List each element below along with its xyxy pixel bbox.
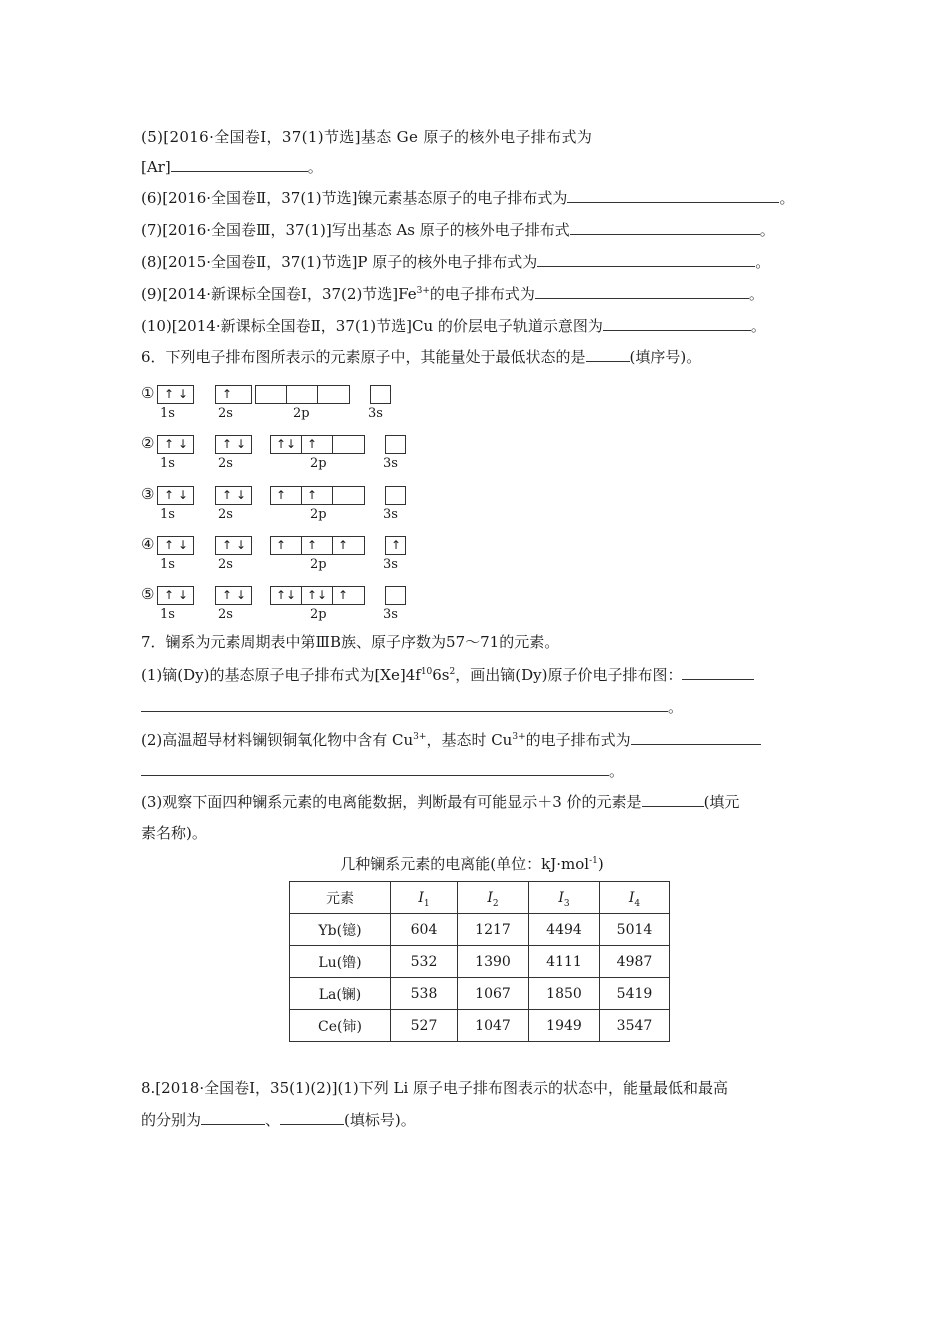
orbital-cell bbox=[386, 537, 405, 554]
orbital-box-3s bbox=[385, 586, 406, 605]
orbital-label: 1s bbox=[160, 607, 175, 622]
q7-part1-line2: 。 bbox=[141, 696, 683, 718]
orbital-cell bbox=[386, 587, 405, 604]
table-cell: 1067 bbox=[458, 978, 529, 1010]
orbital-cell bbox=[271, 537, 302, 554]
electron-arrow: ↑ bbox=[222, 488, 233, 502]
table-cell: Ce(铈) bbox=[290, 1010, 391, 1042]
orbital-diagram bbox=[141, 584, 441, 626]
q6-stem: 6．下列电子排布图所表示的元素原子中，其能量处于最低状态的是 (填序号)。 bbox=[141, 348, 702, 366]
orbital-box-3s bbox=[385, 486, 406, 505]
electron-arrow: ↑ bbox=[164, 387, 175, 401]
orbital-label: 2s bbox=[218, 406, 233, 421]
orbital-label: 2s bbox=[218, 507, 233, 522]
table-cell: 1217 bbox=[458, 914, 529, 946]
table-header-row bbox=[290, 882, 670, 914]
orbital-cell bbox=[256, 386, 287, 403]
q7-part3-line2: 素名称)。 bbox=[141, 824, 207, 842]
orbital-cell bbox=[333, 436, 364, 453]
electron-arrow: ↑ bbox=[164, 538, 175, 552]
ionization-energy-table bbox=[289, 881, 670, 1042]
table-cell: La(镧) bbox=[290, 978, 391, 1010]
electron-arrow: ↑ bbox=[276, 488, 287, 502]
orbital-label: 2p bbox=[310, 507, 327, 522]
answer-blank[interactable] bbox=[537, 252, 755, 267]
orbital-diagram bbox=[141, 484, 441, 526]
electron-arrow: ↑↓ bbox=[307, 588, 328, 602]
table-cell: 3547 bbox=[600, 1010, 670, 1042]
electron-arrow: ↑ bbox=[307, 437, 318, 451]
orbital-label: 2p bbox=[310, 557, 327, 572]
orbital-box-3s bbox=[385, 435, 406, 454]
electron-arrow: ↑ bbox=[164, 588, 175, 602]
orbital-box-1s bbox=[157, 435, 194, 454]
table-row bbox=[290, 946, 670, 978]
diagram-number: ④ bbox=[141, 535, 155, 553]
header-cell: $I_1$ bbox=[391, 882, 458, 914]
answer-blank[interactable] bbox=[280, 1110, 344, 1125]
electron-arrow: ↓ bbox=[236, 488, 247, 502]
electron-arrow: ↑ bbox=[276, 538, 287, 552]
answer-blank[interactable] bbox=[603, 316, 751, 331]
electron-arrow: ↑ bbox=[164, 437, 175, 451]
table-cell: Yb(镱) bbox=[290, 914, 391, 946]
electron-arrow: ↓ bbox=[178, 437, 189, 451]
table-cell: Lu(镥) bbox=[290, 946, 391, 978]
orbital-label: 1s bbox=[160, 456, 175, 471]
electron-arrow: ↑ bbox=[222, 387, 233, 401]
orbital-box-2s bbox=[215, 536, 252, 555]
orbital-cell bbox=[271, 436, 302, 453]
header-cell: $I_2$ bbox=[458, 882, 529, 914]
header-cell: 元素 bbox=[290, 882, 391, 914]
q8-stem: 8.[2018·全国卷Ⅰ，35(1)(2)](1)下列 Li 原子电子排布图表示的状态中，能量最低和最高 bbox=[141, 1079, 729, 1097]
diagram-number: ② bbox=[141, 434, 155, 452]
orbital-cell bbox=[333, 537, 364, 554]
orbital-box-2s bbox=[215, 385, 252, 404]
orbital-cell bbox=[318, 386, 349, 403]
electron-arrow: ↑↓ bbox=[276, 588, 297, 602]
table-cell: 1047 bbox=[458, 1010, 529, 1042]
orbital-cell bbox=[158, 436, 193, 453]
table-cell: 4494 bbox=[529, 914, 600, 946]
orbital-cell bbox=[333, 487, 364, 504]
electron-arrow: ↑ bbox=[222, 588, 233, 602]
orbital-label: 3s bbox=[383, 507, 398, 522]
orbital-cell bbox=[302, 436, 333, 453]
orbital-label: 2s bbox=[218, 607, 233, 622]
diagram-number: ③ bbox=[141, 485, 155, 503]
answer-blank[interactable] bbox=[570, 220, 760, 235]
electron-arrow: ↑ bbox=[307, 538, 318, 552]
orbital-box-2s bbox=[215, 586, 252, 605]
orbital-cell bbox=[216, 436, 251, 453]
orbital-label: 2p bbox=[310, 456, 327, 471]
electron-arrow: ↓ bbox=[236, 588, 247, 602]
electron-arrow: ↑ bbox=[391, 538, 402, 552]
orbital-diagram bbox=[141, 433, 441, 475]
orbital-label: 3s bbox=[383, 607, 398, 622]
table-row bbox=[290, 978, 670, 1010]
answer-blank[interactable] bbox=[535, 284, 749, 299]
table-cell: 527 bbox=[391, 1010, 458, 1042]
orbital-box-3s bbox=[370, 385, 391, 404]
orbital-cell bbox=[302, 587, 333, 604]
table-cell: 1850 bbox=[529, 978, 600, 1010]
answer-blank[interactable] bbox=[141, 761, 609, 776]
orbital-cell bbox=[216, 487, 251, 504]
q5-item-8: (8)[2015·全国卷Ⅱ，37(1)节选]P 原子的核外电子排布式为 。 bbox=[141, 253, 771, 271]
orbital-cell bbox=[333, 587, 364, 604]
q5-item-6: (6)[2016·全国卷Ⅱ，37(1)节选]镍元素基态原子的电子排布式为 。 bbox=[141, 189, 795, 207]
orbital-cell bbox=[302, 537, 333, 554]
orbital-box-1s bbox=[157, 586, 194, 605]
table-cell: 4111 bbox=[529, 946, 600, 978]
electron-arrow: ↓ bbox=[178, 488, 189, 502]
electron-arrow: ↑ bbox=[307, 488, 318, 502]
orbital-cell bbox=[371, 386, 390, 403]
answer-blank[interactable] bbox=[586, 347, 630, 362]
orbital-cell bbox=[158, 537, 193, 554]
orbital-label: 1s bbox=[160, 507, 175, 522]
diagram-number: ① bbox=[141, 384, 155, 402]
table-cell: 5014 bbox=[600, 914, 670, 946]
table-row bbox=[290, 914, 670, 946]
table-cell: 1949 bbox=[529, 1010, 600, 1042]
q5-item-9: (9)[2014·新课标全国卷Ⅰ，37(2)节选]$Fe^{3+}$的电子排布式为 。 bbox=[141, 285, 764, 303]
orbital-label: 1s bbox=[160, 557, 175, 572]
orbital-diagram bbox=[141, 383, 441, 425]
table-cell: 538 bbox=[391, 978, 458, 1010]
orbital-label: 2p bbox=[310, 607, 327, 622]
orbital-box-2s bbox=[215, 486, 252, 505]
orbital-box-2p bbox=[270, 486, 365, 505]
answer-blank[interactable] bbox=[201, 1110, 265, 1125]
orbital-cell bbox=[216, 386, 251, 403]
orbital-box-1s bbox=[157, 486, 194, 505]
electron-arrow: ↑↓ bbox=[276, 437, 297, 451]
table-cell: 604 bbox=[391, 914, 458, 946]
table-cell: 532 bbox=[391, 946, 458, 978]
q7-part2-line2: 。 bbox=[141, 760, 624, 782]
answer-blank[interactable] bbox=[141, 697, 668, 712]
orbital-label: 3s bbox=[383, 557, 398, 572]
answer-blank[interactable] bbox=[642, 792, 704, 807]
electron-arrow: ↑ bbox=[338, 588, 349, 602]
orbital-label: 3s bbox=[383, 456, 398, 471]
electron-arrow: ↓ bbox=[236, 437, 247, 451]
table-cell: 5419 bbox=[600, 978, 670, 1010]
q5-item-5: (5)[2016·全国卷Ⅰ，37(1)节选]基态 Ge 原子的核外电子排布式为 bbox=[141, 128, 593, 146]
orbital-box-1s bbox=[157, 385, 194, 404]
electron-arrow: ↑ bbox=[222, 538, 233, 552]
orbital-cell bbox=[216, 587, 251, 604]
q7-part3: (3)观察下面四种镧系元素的电离能数据，判断最有可能显示＋3 价的元素是 (填元 bbox=[141, 793, 740, 811]
orbital-cell bbox=[386, 436, 405, 453]
orbital-cell bbox=[271, 587, 302, 604]
orbital-label: 3s bbox=[368, 406, 383, 421]
answer-blank[interactable] bbox=[171, 157, 308, 172]
q5-item-5-line2: [Ar] 。 bbox=[141, 158, 323, 176]
table-row bbox=[290, 1010, 670, 1042]
orbital-box-2p bbox=[270, 435, 365, 454]
table-cell: 1390 bbox=[458, 946, 529, 978]
q7-part1: (1)镝(Dy)的基态原子电子排布式为$[Xe]4f^{10}6s^2$，画出镝(Dy)原子价电子排布图： bbox=[141, 664, 754, 686]
orbital-cell bbox=[158, 487, 193, 504]
orbital-cell bbox=[386, 487, 405, 504]
orbital-cell bbox=[216, 537, 251, 554]
q8-stem-line2: 的分别为 、 (填标号)。 bbox=[141, 1111, 416, 1129]
electron-arrow: ↓ bbox=[178, 538, 189, 552]
q7-part2: (2)高温超导材料镧钡铜氧化物中含有 $Cu^{3+}$，基态时 $Cu^{3+}$的电子排布式为 bbox=[141, 729, 761, 751]
orbital-label: 2p bbox=[293, 406, 310, 421]
orbital-box-2p bbox=[255, 385, 350, 404]
q7-stem: 7．镧系为元素周期表中第ⅢB族、原子序数为57～71的元素。 bbox=[141, 633, 560, 651]
answer-blank[interactable] bbox=[631, 730, 761, 745]
orbital-box-2p bbox=[270, 536, 365, 555]
electron-arrow: ↑ bbox=[338, 538, 349, 552]
q5-item-10: (10)[2014·新课标全国卷Ⅱ，37(1)节选]Cu 的价层电子轨道示意图为 。 bbox=[141, 317, 766, 335]
orbital-cell bbox=[287, 386, 318, 403]
electron-arrow: ↑ bbox=[164, 488, 175, 502]
electron-arrow: ↓ bbox=[178, 588, 189, 602]
orbital-label: 1s bbox=[160, 406, 175, 421]
answer-blank[interactable] bbox=[682, 665, 754, 680]
orbital-box-2s bbox=[215, 435, 252, 454]
header-cell: $I_3$ bbox=[529, 882, 600, 914]
orbital-diagram bbox=[141, 534, 441, 576]
orbital-cell bbox=[158, 587, 193, 604]
electron-arrow: ↓ bbox=[178, 387, 189, 401]
orbital-label: 2s bbox=[218, 557, 233, 572]
answer-blank[interactable] bbox=[567, 188, 779, 203]
orbital-cell bbox=[271, 487, 302, 504]
diagram-number: ⑤ bbox=[141, 585, 155, 603]
table-caption: 几种镧系元素的电离能(单位：kJ·mol$^{-1}$) bbox=[340, 855, 604, 873]
q5-item-7: (7)[2016·全国卷Ⅲ，37(1)]写出基态 As 原子的核外电子排布式 。 bbox=[141, 221, 775, 239]
orbital-box-1s bbox=[157, 536, 194, 555]
orbital-box-2p bbox=[270, 586, 365, 605]
orbital-cell bbox=[158, 386, 193, 403]
header-cell: $I_4$ bbox=[600, 882, 670, 914]
orbital-box-3s bbox=[385, 536, 406, 555]
electron-arrow: ↓ bbox=[236, 538, 247, 552]
orbital-cell bbox=[302, 487, 333, 504]
orbital-label: 2s bbox=[218, 456, 233, 471]
table-cell: 4987 bbox=[600, 946, 670, 978]
electron-arrow: ↑ bbox=[222, 437, 233, 451]
